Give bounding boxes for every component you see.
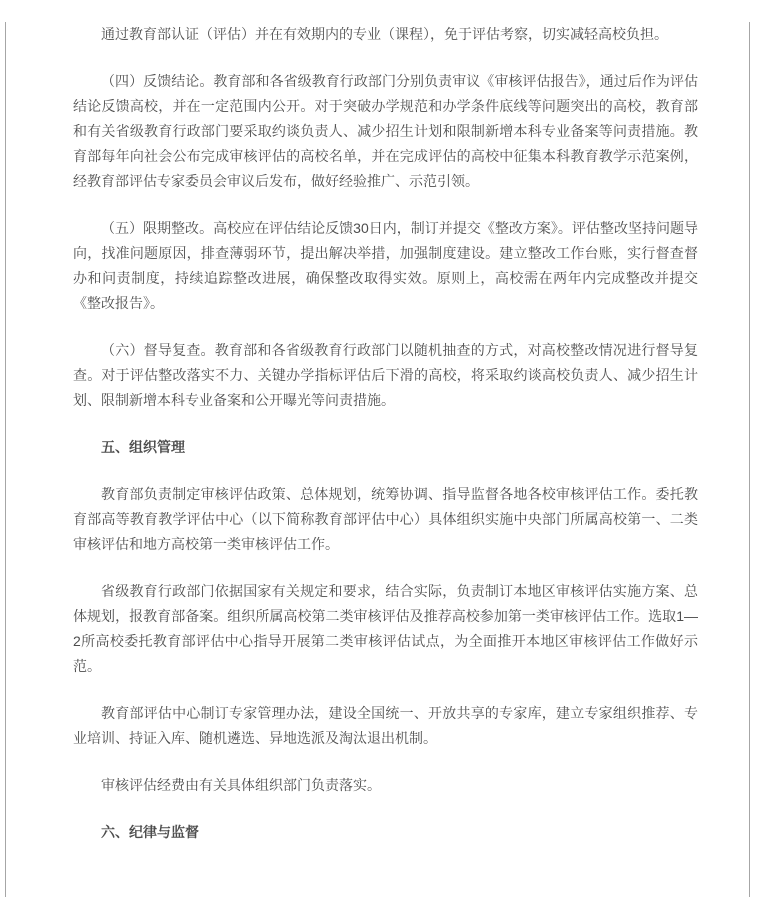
section-heading-organization-management: 五、组织管理 <box>101 439 185 455</box>
paragraph-provincial-responsibility: 省级教育行政部门依据国家有关规定和要求，结合实际，负责制订本地区审核评估实施方案、总体规划，报教育部备案。组织所属高校第二类审核评估及推荐高校参加第一类审核评估工作。选取1—2所高校委托教育部评估中心指导开展第二类审核评估试点，为全面推开本地区审核评估工作做好示范。 <box>73 583 698 674</box>
section-heading-discipline-supervision: 六、纪律与监督 <box>101 824 199 840</box>
paragraph-accreditation-exemption: 通过教育部认证（评估）并在有效期内的专业（课程），免于评估考察，切实减轻高校负担。 <box>101 26 668 42</box>
paragraph-expert-pool-mechanism: 教育部评估中心制订专家管理办法，建设全国统一、开放共享的专家库，建立专家组织推荐、专业培训、持证入库、随机遴选、异地选派及淘汰退出机制。 <box>73 705 698 746</box>
paragraph-evaluation-funding: 审核评估经费由有关具体组织部门负责落实。 <box>101 777 381 793</box>
paragraph-section6-supervision-recheck: （六）督导复查。教育部和各省级教育行政部门以随机抽查的方式，对高校整改情况进行督导复查。对于评估整改落实不力、关键办学指标评估后下滑的高校，将采取约谈高校负责人、减少招生计划、限制新增本科专业备案和公开曝光等问责措施。 <box>73 342 698 408</box>
paragraph-moe-responsibility: 教育部负责制定审核评估政策、总体规划，统筹协调、指导监督各地各校审核评估工作。委托教育部高等教育教学评估中心（以下简称教育部评估中心）具体组织实施中央部门所属高校第一、二类审核评估和地方高校第一类审核评估工作。 <box>73 486 698 552</box>
article-page <box>5 22 750 897</box>
paragraph-section5-deadline-rectification: （五）限期整改。高校应在评估结论反馈30日内，制订并提交《整改方案》。评估整改坚持问题导向，找准问题原因，排查薄弱环节，提出解决举措，加强制度建设。建立整改工作台账，实行督查督办和问责制度，持续追踪整改进展，确保整改取得实效。原则上，高校需在两年内完成整改并提交《整改报告》。 <box>73 220 698 311</box>
paragraph-section4-feedback-conclusion: （四）反馈结论。教育部和各省级教育行政部门分别负责审议《审核评估报告》，通过后作为评估结论反馈高校，并在一定范围内公开。对于突破办学规范和办学条件底线等问题突出的高校，教育部和有关省级教育行政部门要采取约谈负责人、减少招生计划和限制新增本科专业备案等问责措施。教育部每年向社会公布完成审核评估的高校名单，并在完成评估的高校中征集本科教育教学示范案例，经教育部评估专家委员会审议后发布，做好经验推广、示范引领。 <box>73 73 698 189</box>
